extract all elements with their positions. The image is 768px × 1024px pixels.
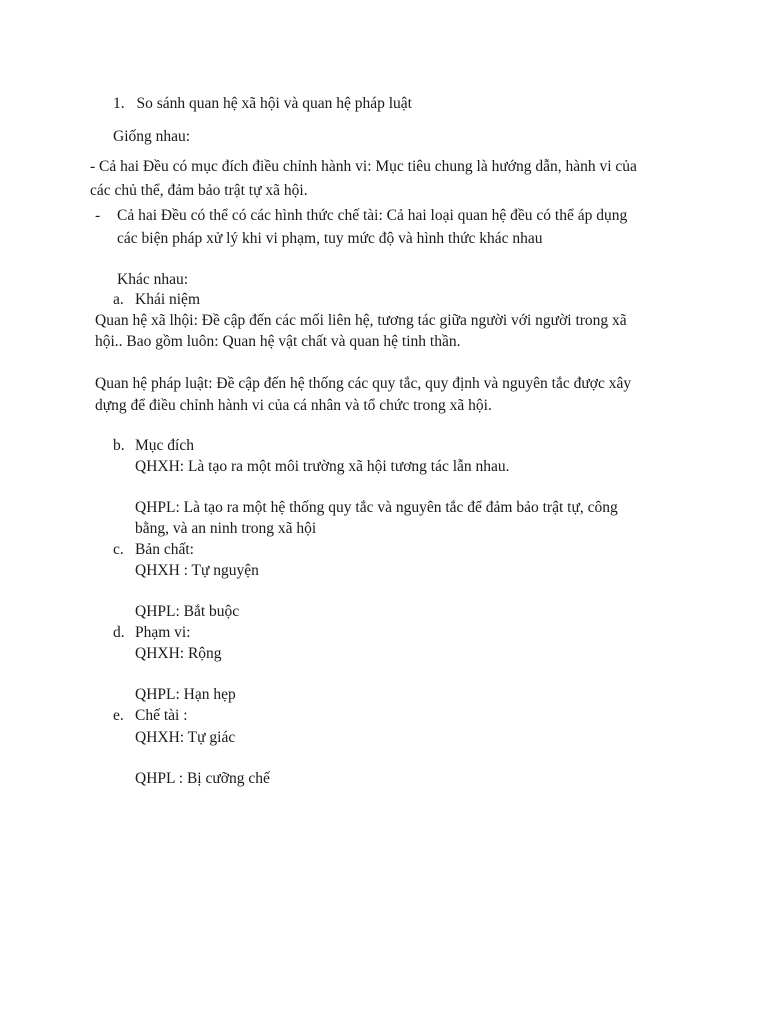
- section-a-heading: [113, 289, 200, 310]
- similar-item2-line1: Cả hai Đều có thể có các hình thức chế tài: Cả hai loại quan hệ đều có thể áp dụng: [117, 207, 628, 224]
- heading-number: 1.: [113, 95, 125, 112]
- heading-text: So sánh quan hệ xã hội và quan hệ pháp luật: [136, 95, 412, 112]
- section-b-title: Mục đích: [135, 437, 194, 454]
- section-c-qhxh: QHXH : Tự nguyện: [135, 562, 259, 579]
- section-e-qhxh: QHXH: Tự giác: [135, 729, 236, 746]
- similar-item2-line2: các biện pháp xử lý khi vi phạm, tuy mức độ và hình thức khác nhau: [117, 230, 543, 247]
- section-a-qhxh-line1: Quan hệ xã lhội: Đề cập đến các mối liên hệ, tương tác giữa người với người trong xã: [95, 312, 627, 329]
- section-e-title: Chế tài :: [135, 707, 188, 724]
- section-e-qhpl: QHPL : Bị cưỡng chế: [135, 770, 270, 787]
- heading-line: [113, 93, 412, 114]
- section-a-qhxh-line2: hội.. Bao gồm luôn: Quan hệ vật chất và quan hệ tinh thần.: [95, 333, 461, 350]
- section-b-qhpl-line1: QHPL: Là tạo ra một hệ thống quy tắc và nguyên tắc để đảm bảo trật tự, công: [135, 499, 618, 516]
- section-c-marker: c.: [113, 541, 124, 558]
- section-d-marker: d.: [113, 624, 125, 641]
- section-a-title: Khái niệm: [135, 291, 200, 308]
- section-a-marker: a.: [113, 291, 124, 308]
- section-b-heading: [113, 435, 194, 456]
- similar-item1-line2: các chủ thể, đảm bảo trật tự xã hội.: [90, 182, 308, 199]
- similar-item2-dash: -: [95, 207, 101, 224]
- section-a-qhpl-line2: dựng để điều chỉnh hành vi của cá nhân và tổ chức trong xã hội.: [95, 397, 492, 414]
- section-b-marker: b.: [113, 437, 125, 454]
- section-b-qhpl-line2: bằng, và an ninh trong xã hội: [135, 520, 317, 537]
- section-d-qhpl: QHPL: Hạn hẹp: [135, 686, 236, 703]
- section-d-qhxh: QHXH: Rộng: [135, 645, 222, 662]
- section-d-title: Phạm vi:: [135, 624, 191, 641]
- section-e-heading: [113, 705, 188, 726]
- section-c-title: Bản chất:: [135, 541, 194, 558]
- similar-item1-line1: - Cả hai Đều có mục đích điều chỉnh hành vi: Mục tiêu chung là hướng dẫn, hành vi của: [90, 158, 637, 175]
- section-d-heading: [113, 622, 191, 643]
- section-b-qhxh: QHXH: Là tạo ra một môi trường xã hội tương tác lẫn nhau.: [135, 458, 510, 475]
- section-e-marker: e.: [113, 707, 124, 724]
- section-c-qhpl: QHPL: Bắt buộc: [135, 603, 240, 620]
- different-label: Khác nhau:: [117, 271, 189, 288]
- section-c-heading: [113, 539, 194, 560]
- section-a-qhpl-line1: Quan hệ pháp luật: Đề cập đến hệ thống các quy tắc, quy định và nguyên tắc được xây: [95, 375, 632, 392]
- similar-label: Giống nhau:: [113, 128, 191, 145]
